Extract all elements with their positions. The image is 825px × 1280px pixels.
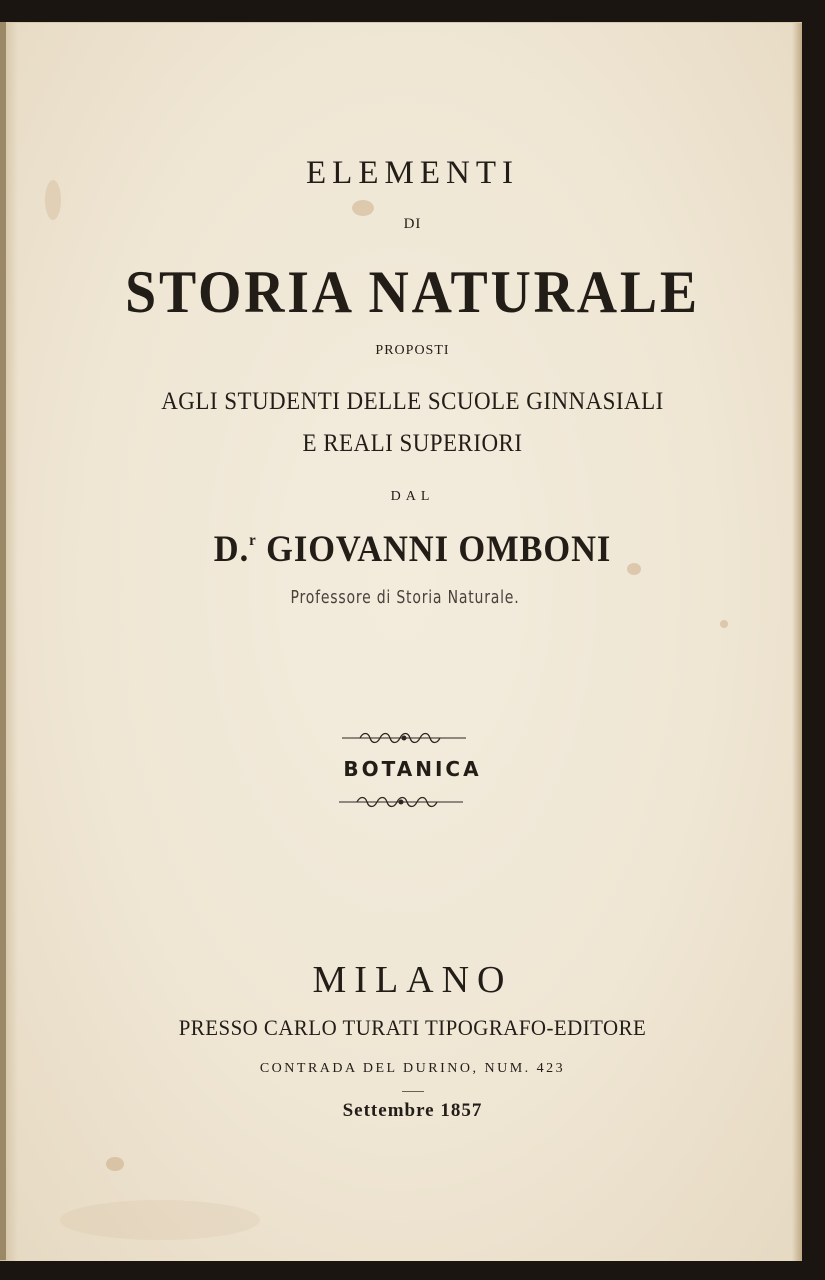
author-stamp: Professore di Storia Naturale. [290,587,520,608]
section-title-botanica: BOTANICA [343,757,482,781]
author-prefix: D. [213,529,250,570]
title-line-elementi: ELEMENTI [306,155,519,191]
dal-line: DAL [390,489,435,504]
audience-line-1: AGLI STUDENTI DELLE SCUOLE GINNASIALI [161,388,664,415]
author-line [29,528,796,571]
foxing-spot [106,1157,124,1171]
audience-line-2: E REALI SUPERIORI [302,430,523,457]
imprint-rule [402,1091,424,1092]
imprint-date: Settembre 1857 [342,1100,483,1121]
title-line-di: DI [403,216,422,232]
author-name: GIOVANNI OMBONI [266,529,612,570]
ornament-top-icon [0,731,825,745]
foxing-spot [60,1200,260,1240]
imprint-publisher: PRESSO CARLO TURATI TIPOGRAFO-EDITORE [178,1015,647,1040]
proposti-line: PROPOSTI [375,343,450,358]
author-superscript: r [249,532,257,549]
ornament-bottom-icon [0,795,825,809]
foxing-spot [352,200,374,216]
imprint-address: CONTRADA DEL DURINO, NUM. 423 [259,1061,566,1076]
foxing-spot [720,620,728,628]
main-title: STORIA NATURALE [125,259,700,325]
imprint-city: MILANO [312,959,513,1001]
